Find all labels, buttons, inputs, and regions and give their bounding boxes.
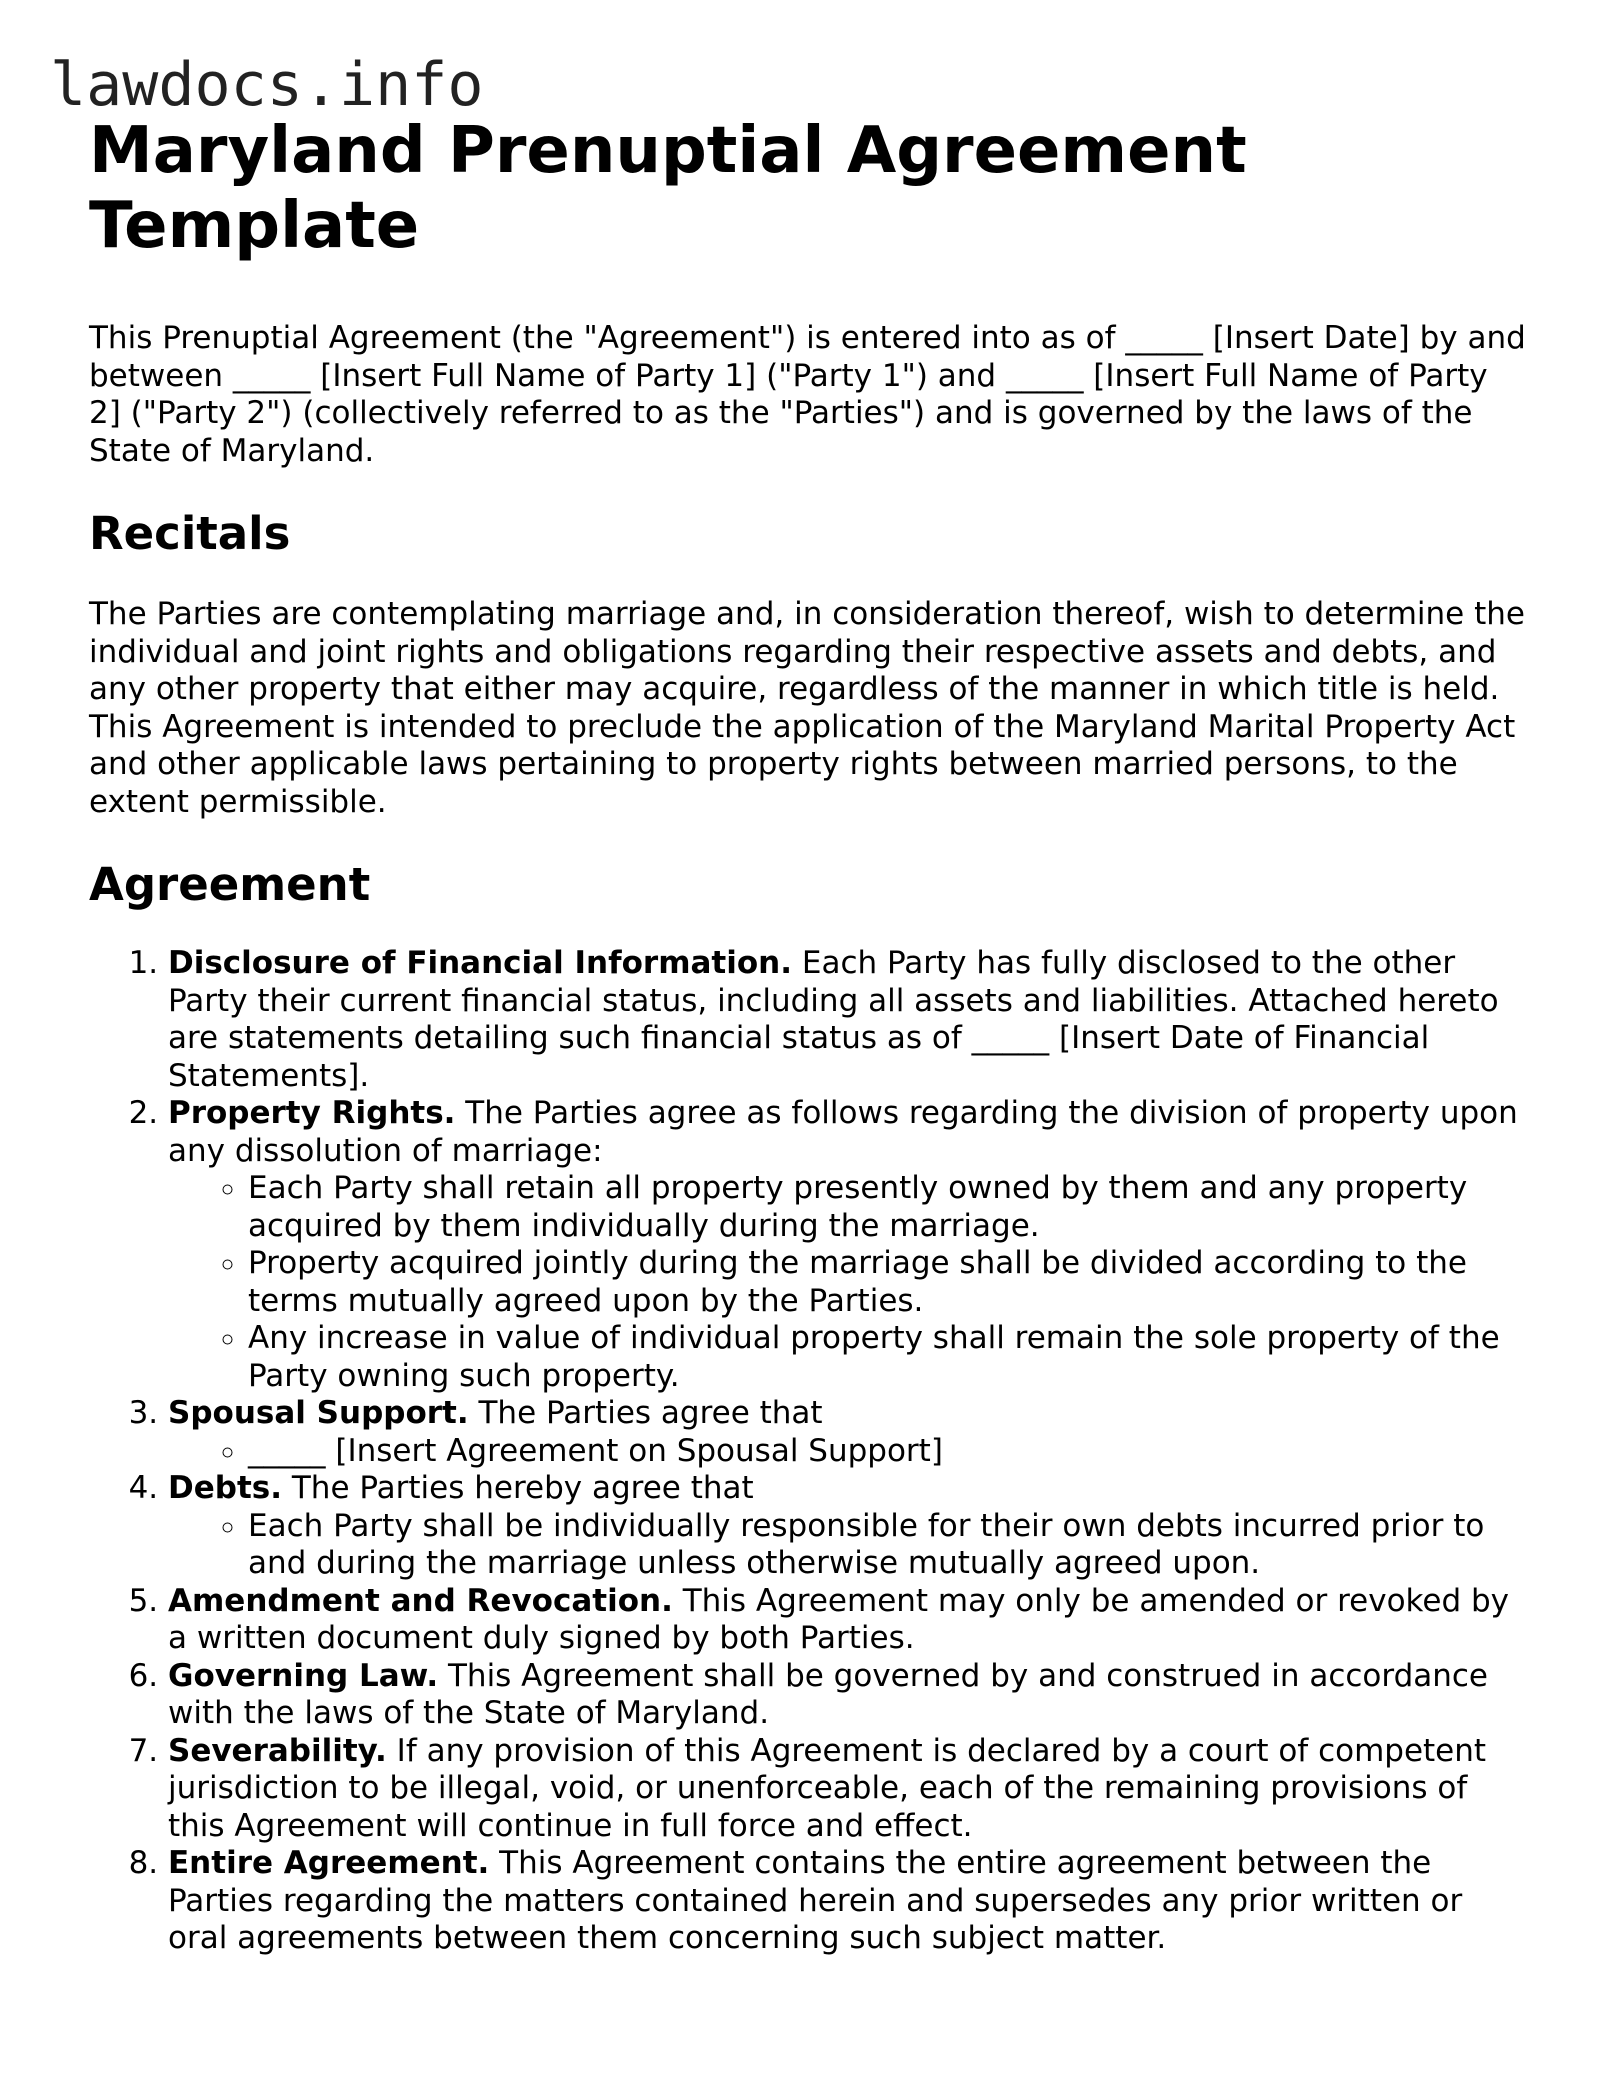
recitals-heading: Recitals [89, 507, 291, 560]
clause-entire-agreement [168, 1845, 1529, 1958]
clause-term: Spousal Support. [168, 1395, 469, 1431]
clause-debts [168, 1470, 1529, 1583]
clause-subitem: ◦ Any increase in value of individual property shall remain the sole property of the Party owning such property. [248, 1320, 1529, 1395]
document-body [89, 114, 1529, 1958]
clause-subitems-list [168, 1170, 1529, 1395]
clause-subitem: ◦ Property acquired jointly during the marriage shall be divided according to the terms mutually agreed upon by the Parties. [248, 1245, 1529, 1320]
clause-text: This Agreement contains the entire agreement between the Parties regarding the matters contained herein and supersedes any prior written or oral agreements between them concerning such subject matter. [168, 1845, 1463, 1956]
clause-text: The Parties hereby agree that [282, 1470, 754, 1506]
clause-governing-law [168, 1658, 1529, 1733]
clause-subitem: ◦ Each Party shall retain all property presently owned by them and any property acquired by them individually during the marriage. [248, 1170, 1529, 1245]
clause-term: Severability. [168, 1732, 387, 1769]
clause-term: Property Rights. [168, 1095, 456, 1131]
agreement-heading: Agreement [89, 858, 371, 911]
clause-severability [168, 1733, 1529, 1846]
document-title: Maryland Prenuptial Agreement Template [89, 114, 1247, 263]
clause-term: Debts. [168, 1470, 282, 1506]
clause-text: This Agreement shall be governed by and construed in accordance with the laws of the State of Maryland. [168, 1657, 1489, 1731]
clause-subitem: ◦ Each Party shall be individually responsible for their own debts incurred prior to and during the marriage unless otherwise mutually agreed upon. [248, 1508, 1529, 1583]
site-watermark: lawdocs.info [50, 50, 484, 120]
clause-subitems-list [168, 1508, 1529, 1583]
clause-text: The Parties agree that [468, 1395, 823, 1431]
clause-text: If any provision of this Agreement is declared by a court of competent jurisdiction to be illegal, void, or unenforceable, each of the remaining provisions of this Agreement will continue in full force and effect. [168, 1732, 1487, 1844]
clause-text: Each Party has fully disclosed to the other Party their current financial status, including all assets and liabilities. Attached hereto are statements detailing such financial status as of _____ [Insert Date of Financial Statements]. [168, 945, 1499, 1094]
clause-term: Governing Law. [168, 1657, 439, 1694]
recitals-paragraph: The Parties are contemplating marriage and, in consideration thereof, wish to determine the individual and joint rights and obligations regarding their respective assets and debts, and any other property that either may acquire, regardless of the manner in which title is held. This Agreement is intended to preclude the application of the Maryland Marital Property Act and other applicable laws pertaining to property rights between married persons, to the extent permissible. [89, 596, 1525, 820]
agreement-clauses-list [89, 945, 1529, 1958]
clause-amendment [168, 1583, 1529, 1658]
clause-term: Entire Agreement. [168, 1845, 490, 1881]
clause-subitem: ◦ _____ [Insert Agreement on Spousal Support] [248, 1433, 1529, 1471]
clause-disclosure [168, 945, 1529, 1095]
clause-text: This Agreement may only be amended or revoked by a written document duly signed by both Parties. [168, 1582, 1510, 1656]
clause-spousal-support [168, 1395, 1529, 1470]
clause-property-rights [168, 1095, 1529, 1395]
clause-subitems-list [168, 1433, 1529, 1471]
clause-term: Amendment and Revocation. [168, 1582, 673, 1619]
clause-text: The Parties agree as follows regarding the division of property upon any dissolution of marriage: [168, 1095, 1518, 1169]
intro-paragraph: This Prenuptial Agreement (the "Agreement") is entered into as of _____ [Insert Date] by and between _____ [Insert Full Name of Party 1] ("Party 1") and _____ [Insert Full Name of Party 2] ("Party 2") (collectively referred to as the "Parties") and is governed by the laws of the State of Maryland. [89, 320, 1526, 469]
clause-term: Disclosure of Financial Information. [168, 945, 792, 981]
